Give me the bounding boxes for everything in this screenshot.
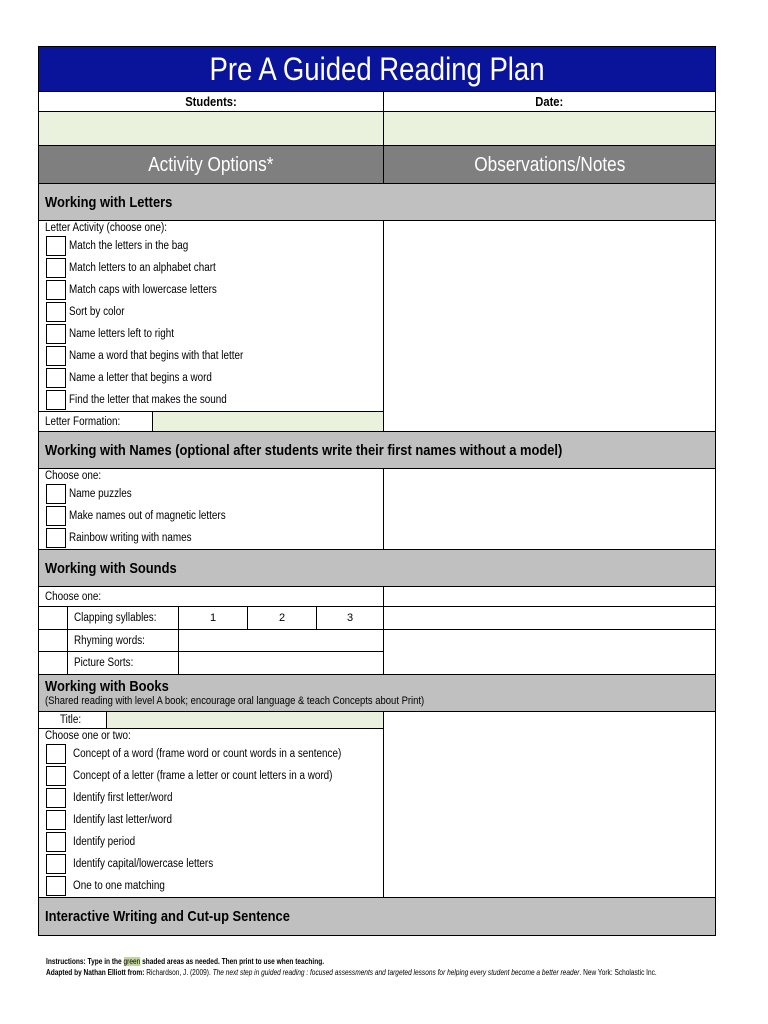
title-bar xyxy=(39,47,715,92)
citation-line: Adapted by Nathan Elliott from: Richardson, J. (2009). The next step in guided reading : focused assessments and targeted lessons for helping every student become a better reader. New York: Scholastic Inc. xyxy=(46,968,657,977)
checkbox[interactable] xyxy=(46,854,66,874)
checklist-item xyxy=(39,787,383,809)
checkbox[interactable] xyxy=(46,258,66,278)
sounds-prompt: Choose one: xyxy=(39,587,384,606)
names-section-heading: Working with Names (optional after students write their first names without a model) xyxy=(39,432,715,469)
clap-count-2[interactable]: 2 xyxy=(248,607,317,629)
interactive-section-heading: Interactive Writing and Cut-up Sentence xyxy=(39,898,715,935)
checkbox[interactable] xyxy=(46,302,66,322)
clapping-left xyxy=(39,607,384,629)
book-title-label: Title: xyxy=(39,712,107,728)
checklist-item xyxy=(39,483,383,505)
checklist-item-label: Rainbow writing with names xyxy=(69,532,192,544)
book-title-row xyxy=(39,712,383,729)
checklist-item xyxy=(39,301,383,323)
clap-count-3[interactable]: 3 xyxy=(346,612,354,624)
checklist-item-label: Concept of a letter (frame a letter or count letters in a word) xyxy=(73,770,333,782)
letters-section xyxy=(39,221,715,432)
checklist-item xyxy=(39,765,383,787)
checklist-item xyxy=(39,257,383,279)
checklist-item xyxy=(39,323,383,345)
checklist-item xyxy=(39,831,383,853)
book-title-field[interactable] xyxy=(107,712,383,728)
students-field[interactable] xyxy=(39,112,384,145)
sounds-prompt-row xyxy=(39,587,715,607)
letters-section-heading: Working with Letters xyxy=(39,184,715,221)
rhyming-row xyxy=(39,630,384,652)
letters-prompt: Letter Activity (choose one): xyxy=(45,222,168,234)
books-activity-column xyxy=(39,712,384,897)
header-row xyxy=(39,92,715,112)
letters-activity-column xyxy=(39,221,384,431)
checklist-item-label: Identify last letter/word xyxy=(73,814,172,826)
names-prompt: Choose one: xyxy=(45,470,102,482)
letter-formation-field[interactable] xyxy=(153,412,383,431)
checklist-item xyxy=(39,809,383,831)
checklist-item-label: Name puzzles xyxy=(69,488,132,500)
checklist-item xyxy=(39,235,383,257)
checklist-item xyxy=(39,875,383,897)
rhyming-label: Rhyming words: xyxy=(68,630,179,651)
students-label: Students: xyxy=(39,92,384,112)
checkbox[interactable] xyxy=(46,744,66,764)
checklist-item-label: Identify capital/lowercase letters xyxy=(73,858,214,870)
checklist-item-label: Identify first letter/word xyxy=(73,792,173,804)
checkbox[interactable] xyxy=(46,236,66,256)
checklist-item-label: Concept of a word (frame word or count words in a sentence) xyxy=(73,748,342,760)
sounds-section xyxy=(39,587,715,675)
checklist-item xyxy=(39,389,383,411)
instructions-line: Instructions: Type in the green shaded areas as needed. Then print to use when teaching. xyxy=(46,957,325,966)
clapping-notes[interactable] xyxy=(384,607,715,629)
activity-options-heading: Activity Options* xyxy=(39,146,384,184)
books-notes[interactable] xyxy=(384,712,715,897)
clapping-checkbox[interactable] xyxy=(39,607,68,629)
rhyming-checkbox[interactable] xyxy=(39,630,68,651)
clapping-label: Clapping syllables: xyxy=(68,607,179,629)
sorts-row xyxy=(39,652,384,674)
checkbox[interactable] xyxy=(46,324,66,344)
checklist-item-label: Name letters left to right xyxy=(69,328,174,340)
checklist-item xyxy=(39,345,383,367)
letter-formation-label: Letter Formation: xyxy=(39,412,153,431)
sounds-section-heading: Working with Sounds xyxy=(39,550,715,587)
checkbox[interactable] xyxy=(46,766,66,786)
books-items xyxy=(39,743,383,897)
books-section xyxy=(39,712,715,898)
sorts-label: Picture Sorts: xyxy=(68,652,179,674)
books-prompt: Choose one or two: xyxy=(45,730,131,742)
reading-plan-sheet xyxy=(38,46,716,936)
checklist-item-label: Identify period xyxy=(73,836,136,848)
checkbox[interactable] xyxy=(46,528,66,548)
checklist-item xyxy=(39,527,383,549)
checkbox[interactable] xyxy=(46,368,66,388)
clapping-row xyxy=(39,607,715,630)
date-label: Date: xyxy=(384,92,715,112)
observations-heading: Observations/Notes xyxy=(384,146,715,184)
page-title: Pre A Guided Reading Plan xyxy=(86,47,667,91)
rhyming-field[interactable] xyxy=(179,630,384,651)
letters-items xyxy=(39,235,383,411)
books-section-heading: Working with Books (Shared reading with level A book; encourage oral language & teach Concepts about Print) xyxy=(39,675,715,712)
checkbox[interactable] xyxy=(46,788,66,808)
checkbox[interactable] xyxy=(46,390,66,410)
names-items xyxy=(39,483,383,549)
footer xyxy=(46,956,766,978)
names-activity-column xyxy=(39,469,384,549)
checkbox[interactable] xyxy=(46,506,66,526)
header-input-row xyxy=(39,112,715,146)
checkbox[interactable] xyxy=(46,810,66,830)
checklist-item-label: One to one matching xyxy=(73,880,165,892)
checklist-item xyxy=(39,853,383,875)
checklist-item xyxy=(39,367,383,389)
checklist-item xyxy=(39,743,383,765)
checklist-item-label: Name a letter that begins a word xyxy=(69,372,212,384)
checklist-item-label: Make names out of magnetic letters xyxy=(69,510,226,522)
clap-count-1[interactable]: 1 xyxy=(179,607,248,629)
checkbox[interactable] xyxy=(46,280,66,300)
checkbox[interactable] xyxy=(46,832,66,852)
letters-notes[interactable] xyxy=(384,221,715,431)
checklist-item-label: Match letters to an alphabet chart xyxy=(69,262,216,274)
checkbox[interactable] xyxy=(46,346,66,366)
checkbox[interactable] xyxy=(46,876,66,896)
checklist-item xyxy=(39,505,383,527)
checklist-item-label: Find the letter that makes the sound xyxy=(69,394,227,406)
date-field[interactable] xyxy=(384,112,715,145)
sorts-field[interactable] xyxy=(179,652,384,674)
column-band xyxy=(39,146,715,184)
names-notes[interactable] xyxy=(384,469,715,549)
checklist-item-label: Match the letters in the bag xyxy=(69,240,189,252)
checklist-item xyxy=(39,279,383,301)
names-section xyxy=(39,469,715,550)
checkbox[interactable] xyxy=(46,484,66,504)
checklist-item-label: Sort by color xyxy=(69,306,125,318)
checklist-item-label: Name a word that begins with that letter xyxy=(69,350,244,362)
letter-formation-row xyxy=(39,411,383,431)
sorts-checkbox[interactable] xyxy=(39,652,68,674)
sounds-notes-top[interactable] xyxy=(384,587,715,606)
checklist-item-label: Match caps with lowercase letters xyxy=(69,284,217,296)
